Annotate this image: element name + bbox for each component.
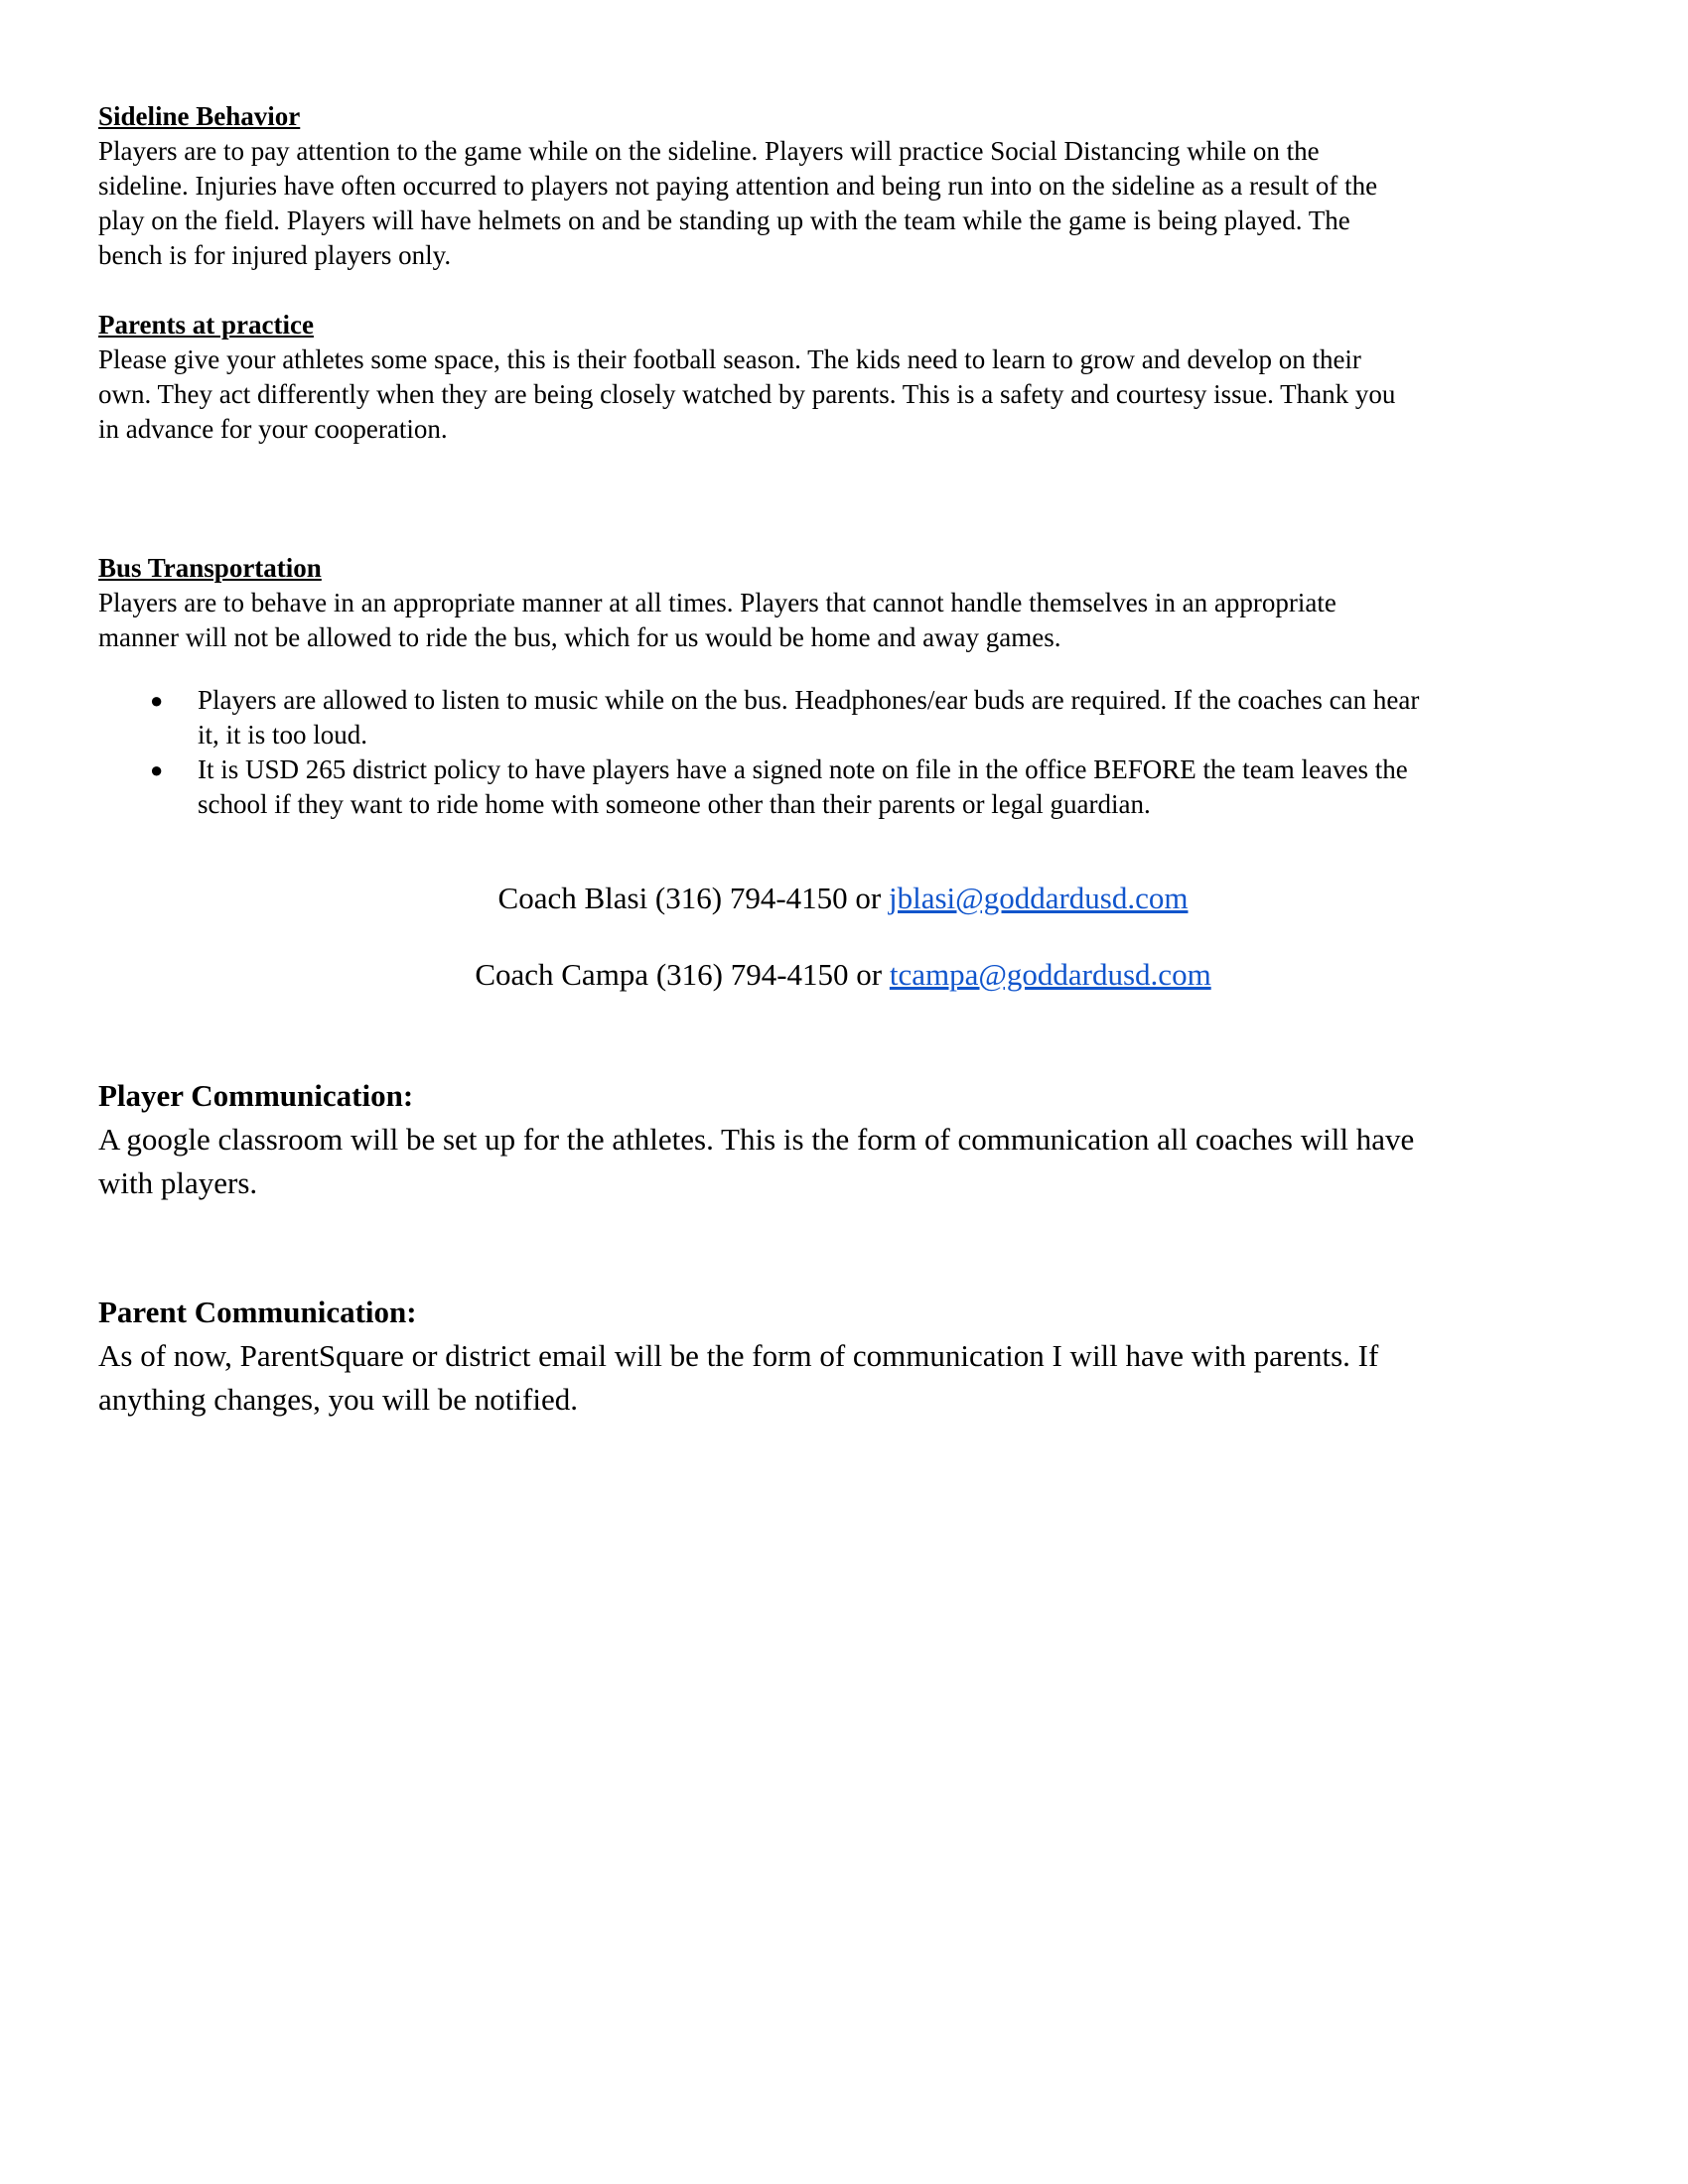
parent-communication-section [98, 1291, 1588, 1422]
coach-blasi-email-link[interactable]: jblasi@goddardusd.com [888, 881, 1189, 915]
parents-at-practice-line-1: Please give your athletes some space, this is their football season. The kids need to learn to grow and develop on their [98, 344, 1361, 374]
player-communication-section [98, 1074, 1588, 1205]
bus-rules-list [98, 683, 1588, 822]
player-communication-line-2: with players. [98, 1165, 258, 1200]
bus-transportation-section [98, 551, 1588, 655]
coach-campa-email-link[interactable]: tcampa@goddardusd.com [889, 957, 1211, 992]
parent-communication-heading: Parent Communication: [98, 1295, 417, 1329]
bus-rule-item [98, 752, 1588, 822]
parents-at-practice-line-2: own. They act differently when they are being closely watched by parents. This is a safety and courtesy issue. Thank you [98, 379, 1396, 409]
player-communication-line-1: A google classroom will be set up for the athletes. This is the form of communication all coaches will have [98, 1122, 1415, 1157]
parent-communication-line-1: As of now, ParentSquare or district email will be the form of communication I will have with parents. If [98, 1338, 1379, 1373]
bus-rule-item [98, 683, 1588, 752]
parents-at-practice-line-3: in advance for your cooperation. [98, 414, 448, 444]
bus-transportation-heading: Bus Transportation [98, 553, 322, 583]
sideline-behavior-line-4: bench is for injured players only. [98, 240, 452, 270]
sideline-behavior-line-1: Players are to pay attention to the game while on the sideline. Players will practice Social Distancing while on the [98, 136, 1320, 166]
coach-campa-contact [98, 956, 1588, 994]
sideline-behavior-line-3: play on the field. Players will have helmets on and be standing up with the team while the game is being played. The [98, 205, 1350, 235]
sideline-behavior-heading: Sideline Behavior [98, 101, 301, 131]
sideline-behavior-section [98, 99, 1588, 273]
parents-at-practice-heading: Parents at practice [98, 310, 314, 340]
bus-rule-line: it, it is too loud. [198, 720, 368, 750]
bullet-icon: ● [150, 688, 164, 713]
parents-at-practice-section [98, 308, 1588, 447]
coach-campa-phone: Coach Campa (316) 794-4150 or [475, 957, 890, 992]
bus-rule-line: school if they want to ride home with someone other than their parents or legal guardian. [198, 789, 1151, 819]
coach-blasi-phone: Coach Blasi (316) 794-4150 or [497, 881, 889, 915]
player-communication-heading: Player Communication: [98, 1078, 414, 1113]
sideline-behavior-line-2: sideline. Injuries have often occurred to players not paying attention and being run into on the sideline as a result of the [98, 171, 1378, 201]
coach-blasi-contact [98, 880, 1588, 917]
bus-transportation-line-1: Players are to behave in an appropriate manner at all times. Players that cannot handle themselves in an appropriate [98, 588, 1336, 617]
bus-transportation-line-2: manner will not be allowed to ride the bus, which for us would be home and away games. [98, 622, 1061, 652]
bullet-icon: ● [150, 757, 164, 782]
bus-rule-line: It is USD 265 district policy to have players have a signed note on file in the office BEFORE the team leaves the [198, 754, 1408, 784]
bus-rule-line: Players are allowed to listen to music while on the bus. Headphones/ear buds are required. If the coaches can hear [198, 685, 1420, 715]
parent-communication-line-2: anything changes, you will be notified. [98, 1382, 578, 1417]
